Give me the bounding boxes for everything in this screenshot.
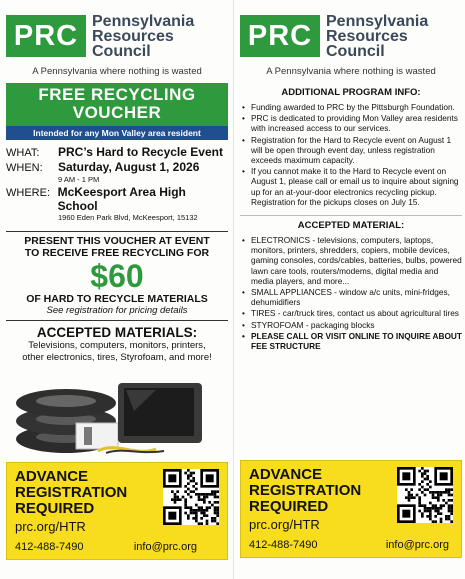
reg-title-2: REGISTRATION (15, 484, 128, 501)
voucher-panel (6, 8, 228, 573)
contact-line (15, 541, 221, 553)
list-item: • Registration for the Hard to Recycle event on August 1 will be open through event day, unless registration exceeds maximum capacity. (240, 135, 462, 166)
qr-pattern-icon (163, 469, 219, 525)
pricing-note: See registration for pricing details (6, 305, 228, 321)
qr-code-icon-right[interactable] (397, 467, 453, 523)
event-time: 9 AM - 1 PM (58, 175, 100, 184)
when-label: WHEN: (6, 162, 43, 174)
list-item: • If you cannot make it to the Hard to Recycle event on August 1, please call or email us to inquire about signing up for an at-your-door electronics recycling pickup. Registration for the pickups closes on July 15. (240, 166, 462, 207)
logo-line-2: Resources (92, 27, 174, 45)
reg-title-1-right: ADVANCE (249, 466, 323, 483)
list-item: • STYROFOAM - packaging blocks (240, 320, 462, 330)
accepted-text-1: Televisions, computers, monitors, printers, (28, 340, 206, 351)
info-panel (240, 8, 462, 573)
logo-name-right (326, 14, 428, 59)
logo-line-2-right: Resources (326, 27, 408, 45)
accepted-material-list (240, 235, 462, 351)
accepted-materials-title: ACCEPTED MATERIALS: (36, 325, 198, 340)
present-instructions (6, 231, 228, 259)
where-value: McKeesport Area High School (57, 185, 186, 213)
event-details (6, 145, 228, 223)
email-address[interactable]: info@prc.org (133, 541, 197, 553)
reg-title-2-right: REGISTRATION (249, 482, 362, 499)
qr-code-icon[interactable] (163, 469, 219, 525)
qr-pattern-icon (397, 467, 453, 523)
list-item: • SMALL APPLIANCES - window a/c units, mini-fridges, dehumidifiers (240, 287, 462, 307)
contact-line-right (249, 539, 455, 551)
voucher-title-1: FREE RECYCLING (38, 85, 196, 104)
when-row (6, 160, 228, 175)
hard-to-recycle-label: OF HARD TO RECYCLE MATERIALS (26, 293, 208, 305)
accepted-material-title: ACCEPTED MATERIAL: (240, 215, 462, 232)
registration-url[interactable]: prc.org/HTR (15, 519, 86, 534)
registration-box-right (240, 460, 462, 558)
reg-title-3-right: REQUIRED (249, 498, 329, 515)
logo-name (92, 14, 194, 59)
logo-badge: PRC (6, 15, 86, 57)
registration-box (6, 462, 228, 560)
where-row (6, 185, 228, 213)
barcode-icon (84, 427, 92, 445)
prc-logo (6, 8, 228, 64)
list-item: • PLEASE CALL OR VISIT ONLINE TO INQUIRE ABOUT FEE STRUCTURE (240, 331, 462, 351)
prc-logo-right (240, 8, 462, 64)
list-item: • TIRES - car/truck tires, contact us about agricultural tires (240, 308, 462, 318)
reg-title-1: ADVANCE (15, 468, 89, 485)
voucher-amount: $60 (90, 258, 144, 294)
program-info-list (240, 102, 462, 207)
voucher-subtitle: Intended for any Mon Valley area resident (6, 126, 228, 140)
cable-dark-icon (106, 451, 164, 453)
styrofoam-box-icon (76, 423, 118, 449)
voucher-title-2: VOUCHER (72, 103, 162, 122)
logo-line-3: Council (92, 42, 151, 60)
tagline: A Pennsylvania where nothing is wasted (32, 66, 202, 77)
what-row (6, 145, 228, 160)
reg-title-3: REQUIRED (15, 500, 95, 517)
where-label: WHERE: (6, 187, 50, 199)
tire-top-hub-icon (36, 395, 96, 407)
logo-line-1: Pennsylvania (92, 12, 195, 30)
program-info-title: ADDITIONAL PROGRAM INFO: (281, 87, 421, 98)
present-line-2: TO RECEIVE FREE RECYCLING FOR (24, 247, 210, 259)
what-label: WHAT: (6, 147, 40, 159)
when-value: Saturday, August 1, 2026 (58, 160, 200, 174)
event-address: 1960 Eden Park Blvd, McKeesport, 15132 (58, 213, 198, 222)
phone-number[interactable]: 412-488-7490 (15, 541, 84, 553)
logo-badge-right: PRC (240, 15, 320, 57)
present-line-1: PRESENT THIS VOUCHER AT EVENT (24, 235, 210, 247)
voucher-header (6, 83, 228, 126)
email-address-right[interactable]: info@prc.org (385, 539, 449, 551)
accepted-text-2: other electronics, tires, Styrofoam, and more! (22, 351, 212, 363)
list-item: • PRC is dedicated to providing Mon Valley area residents with increased access to our services. (240, 113, 462, 133)
accepted-materials-text (6, 340, 228, 363)
what-value: PRC’s Hard to Recycle Event (58, 145, 223, 159)
logo-line-3-right: Council (326, 42, 385, 60)
fold-divider (233, 0, 234, 579)
tires-tv-image (6, 371, 228, 457)
tagline-right: A Pennsylvania where nothing is wasted (266, 66, 436, 77)
list-item: • ELECTRONICS - televisions, computers, laptops, monitors, printers, shredders, copiers, mobile devices, gaming consoles, cords/cables, batteries, bulbs, powered lawn care tools, routers/modems, digital media and media players, and more... (240, 235, 462, 286)
phone-number-right[interactable]: 412-488-7490 (249, 539, 318, 551)
logo-line-1-right: Pennsylvania (326, 12, 429, 30)
registration-url-right[interactable]: prc.org/HTR (249, 517, 320, 532)
recyclables-illustration (6, 371, 228, 457)
list-item: • Funding awarded to PRC by the Pittsburgh Foundation. (240, 102, 462, 112)
